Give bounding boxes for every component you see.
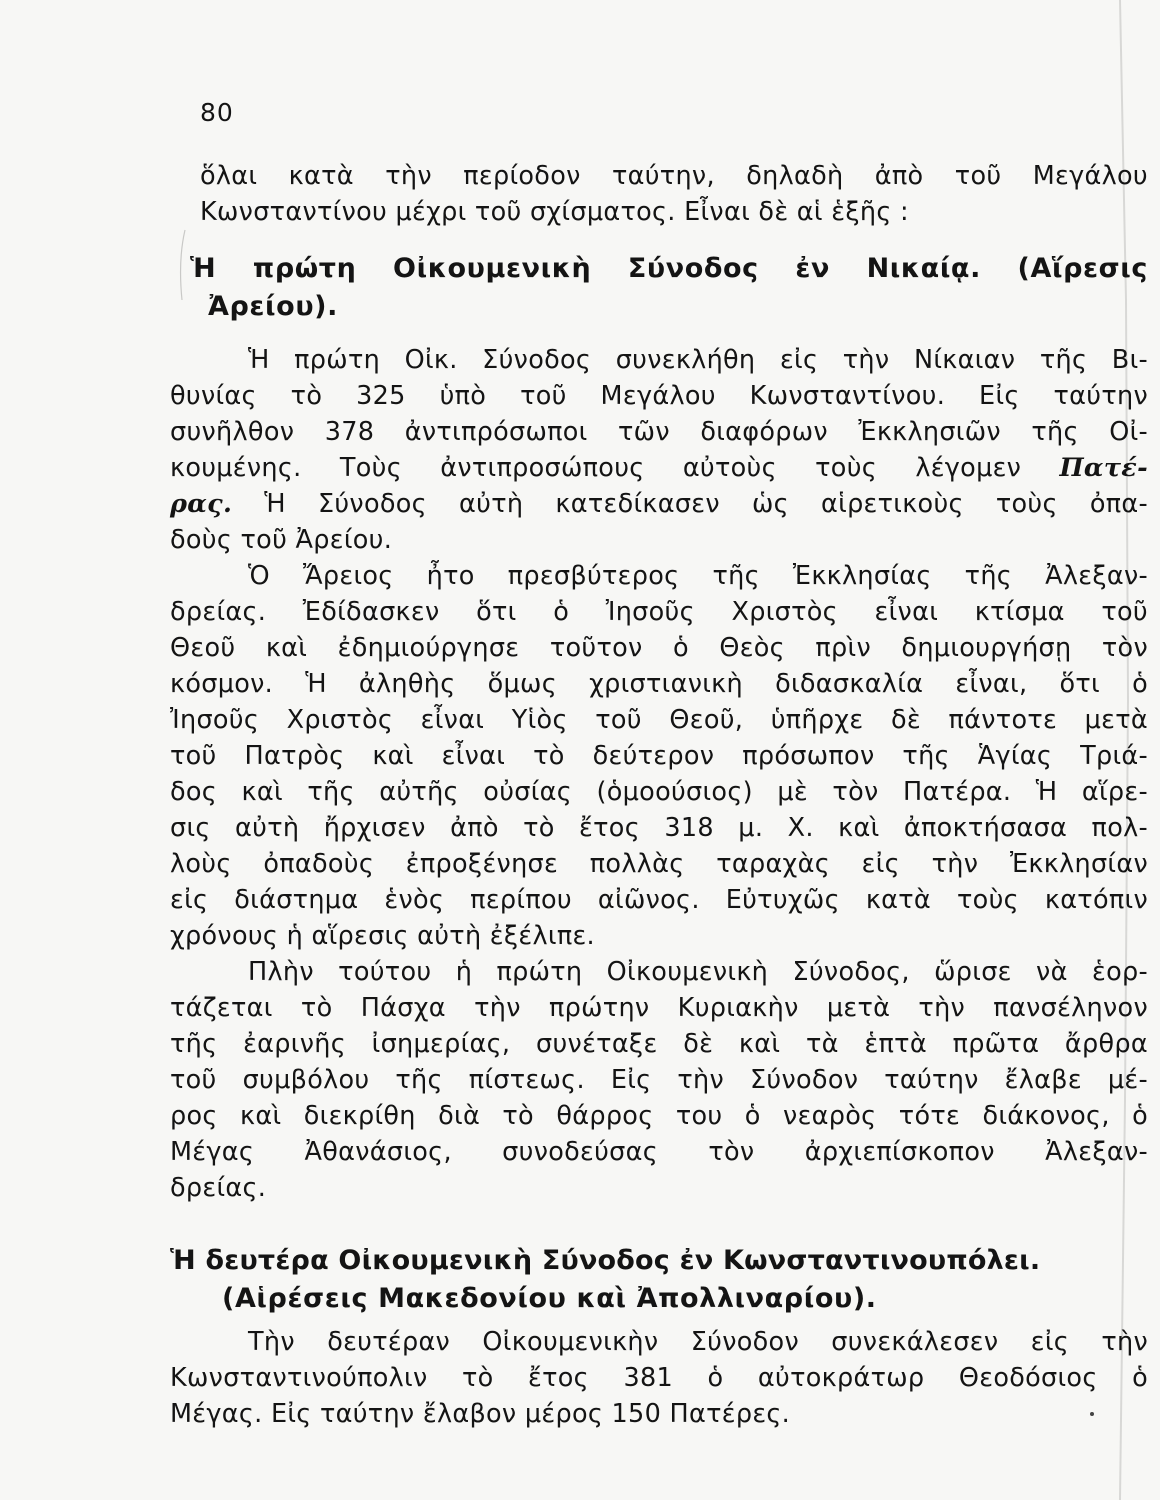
- text-line: Μέγας Ἀθανάσιος, συνοδεύσας τὸν ἀρχιεπίσκοπον Ἀλεξαν-: [170, 1137, 1148, 1167]
- text-line: σις αὐτὴ ἤρχισεν ἀπὸ τὸ ἔτος 318 μ. Χ. καὶ ἀποκτήσασα πολ-: [170, 813, 1148, 843]
- text-line: τάζεται τὸ Πάσχα τὴν πρώτην Κυριακὴν μετὰ τὴν πανσέληνον: [170, 993, 1148, 1023]
- text-line: δοὺς τοῦ Ἀρείου.: [170, 525, 393, 555]
- heading-line: (Αἱρέσεις Μακεδονίου καὶ Ἀπολλιναρίου).: [222, 1283, 877, 1314]
- paragraph-arius: [170, 558, 1148, 954]
- section-heading-first-council: [170, 250, 1148, 326]
- paragraph-easter: [170, 954, 1148, 1206]
- page-body: [170, 158, 1148, 1432]
- text-line: χρόνους ἡ αἵρεσις αὐτὴ ἐξέλιπε.: [170, 921, 595, 951]
- emphasis-word: ρας.: [170, 489, 233, 519]
- emphasis-word: Πατέ-: [1059, 453, 1148, 483]
- heading-line: Ἡ δευτέρα Οἰκουμενικὴ Σύνοδος ἐν Κωνσταντινουπόλει.: [170, 1245, 1041, 1276]
- heading-line: Ἀρείου).: [208, 291, 338, 322]
- text-line: θυνίας τὸ 325 ὑπὸ τοῦ Μεγάλου Κωνσταντίνου. Εἰς ταύτην: [170, 381, 1148, 411]
- text-line: δρείας.: [170, 1173, 267, 1203]
- text-line: συνῆλθον 378 ἀντιπρόσωποι τῶν διαφόρων Ἐκκλησιῶν τῆς Οἰ-: [170, 417, 1148, 447]
- text-line: Κωνσταντίνου μέχρι τοῦ σχίσματος. Εἶναι δὲ αἱ ἑξῆς :: [200, 197, 909, 227]
- text-line: Ἰησοῦς Χριστὸς εἶναι Υἱὸς τοῦ Θεοῦ, ὑπῆρχε δὲ πάντοτε μετὰ: [170, 705, 1148, 735]
- text-line: Πλὴν τούτου ἡ πρώτη Οἰκουμενικὴ Σύνοδος, ὥρισε νὰ ἑορ-: [248, 957, 1148, 987]
- text-line: ὅλαι κατὰ τὴν περίοδον ταύτην, δηλαδὴ ἀπὸ τοῦ Μεγάλου: [200, 161, 1148, 191]
- text-line: λοὺς ὀπαδοὺς ἐπροξένησε πολλὰς ταραχὰς εἰς τὴν Ἐκκλησίαν: [170, 849, 1148, 879]
- text-line: Τὴν δευτέραν Οἰκουμενικὴν Σύνοδον συνεκάλεσεν εἰς τὴν: [248, 1327, 1148, 1357]
- ink-speck: [1090, 1412, 1094, 1416]
- text-line: εἰς διάστημα ἑνὸς περίπου αἰῶνος. Εὐτυχῶς κατὰ τοὺς κατόπιν: [170, 885, 1148, 915]
- text-line: δρείας. Ἐδίδασκεν ὅτι ὁ Ἰησοῦς Χριστὸς εἶναι κτίσμα τοῦ: [170, 597, 1148, 627]
- text-line: τῆς ἐαρινῆς ἰσημερίας, συνέταξε δὲ καὶ τὰ ἑπτὰ πρῶτα ἄρθρα: [170, 1029, 1148, 1059]
- text-line: τοῦ συμβόλου τῆς πίστεως. Εἰς τὴν Σύνοδον ταύτην ἔλαβε μέ-: [170, 1065, 1148, 1095]
- text-line: Ὁ Ἄρειος ἦτο πρεσβύτερος τῆς Ἐκκλησίας τῆς Ἀλεξαν-: [248, 561, 1148, 591]
- intro-paragraph: [170, 158, 1148, 230]
- text-line: Μέγας. Εἰς ταύτην ἔλαβον μέρος 150 Πατέρες.: [170, 1399, 791, 1429]
- text-line: κουμένης. Τοὺς ἀντιπροσώπους αὐτοὺς τοὺς λέγομεν Πατέ-: [170, 453, 1148, 483]
- section-heading-second-council: [170, 1242, 1148, 1318]
- page-number: 80: [200, 98, 234, 127]
- paragraph-second-council: [170, 1324, 1148, 1432]
- text-line: δος καὶ τῆς αὐτῆς οὐσίας (ὁμοούσιος) μὲ τὸν Πατέρα. Ἡ αἵρε-: [170, 777, 1148, 807]
- text-line: Κωνσταντινούπολιν τὸ ἔτος 381 ὁ αὐτοκράτωρ Θεοδόσιος ὁ: [170, 1363, 1148, 1393]
- text-line: Θεοῦ καὶ ἐδημιούργησε τοῦτον ὁ Θεὸς πρὶν δημιουργήσῃ τὸν: [170, 633, 1148, 663]
- text-line: ρος καὶ διεκρίθη διὰ τὸ θάρρος του ὁ νεαρὸς τότε διάκονος, ὁ: [170, 1101, 1148, 1131]
- text-line: Ἡ πρώτη Οἰκ. Σύνοδος συνεκλήθη εἰς τὴν Νίκαιαν τῆς Βι-: [248, 345, 1148, 375]
- heading-line: Ἡ πρώτη Οἰκουμενικὴ Σύνοδος ἐν Νικαίᾳ. (Αἵρεσις: [190, 253, 1148, 284]
- text-line: ρας. Ἡ Σύνοδος αὐτὴ κατεδίκασεν ὡς αἱρετικοὺς τοὺς ὀπα-: [170, 489, 1148, 519]
- paragraph-first-council: [170, 342, 1148, 558]
- text-line: τοῦ Πατρὸς καὶ εἶναι τὸ δεύτερον πρόσωπον τῆς Ἁγίας Τριά-: [170, 741, 1148, 771]
- text-line: κόσμον. Ἡ ἀληθὴς ὅμως χριστιανικὴ διδασκαλία εἶναι, ὅτι ὁ: [170, 669, 1148, 699]
